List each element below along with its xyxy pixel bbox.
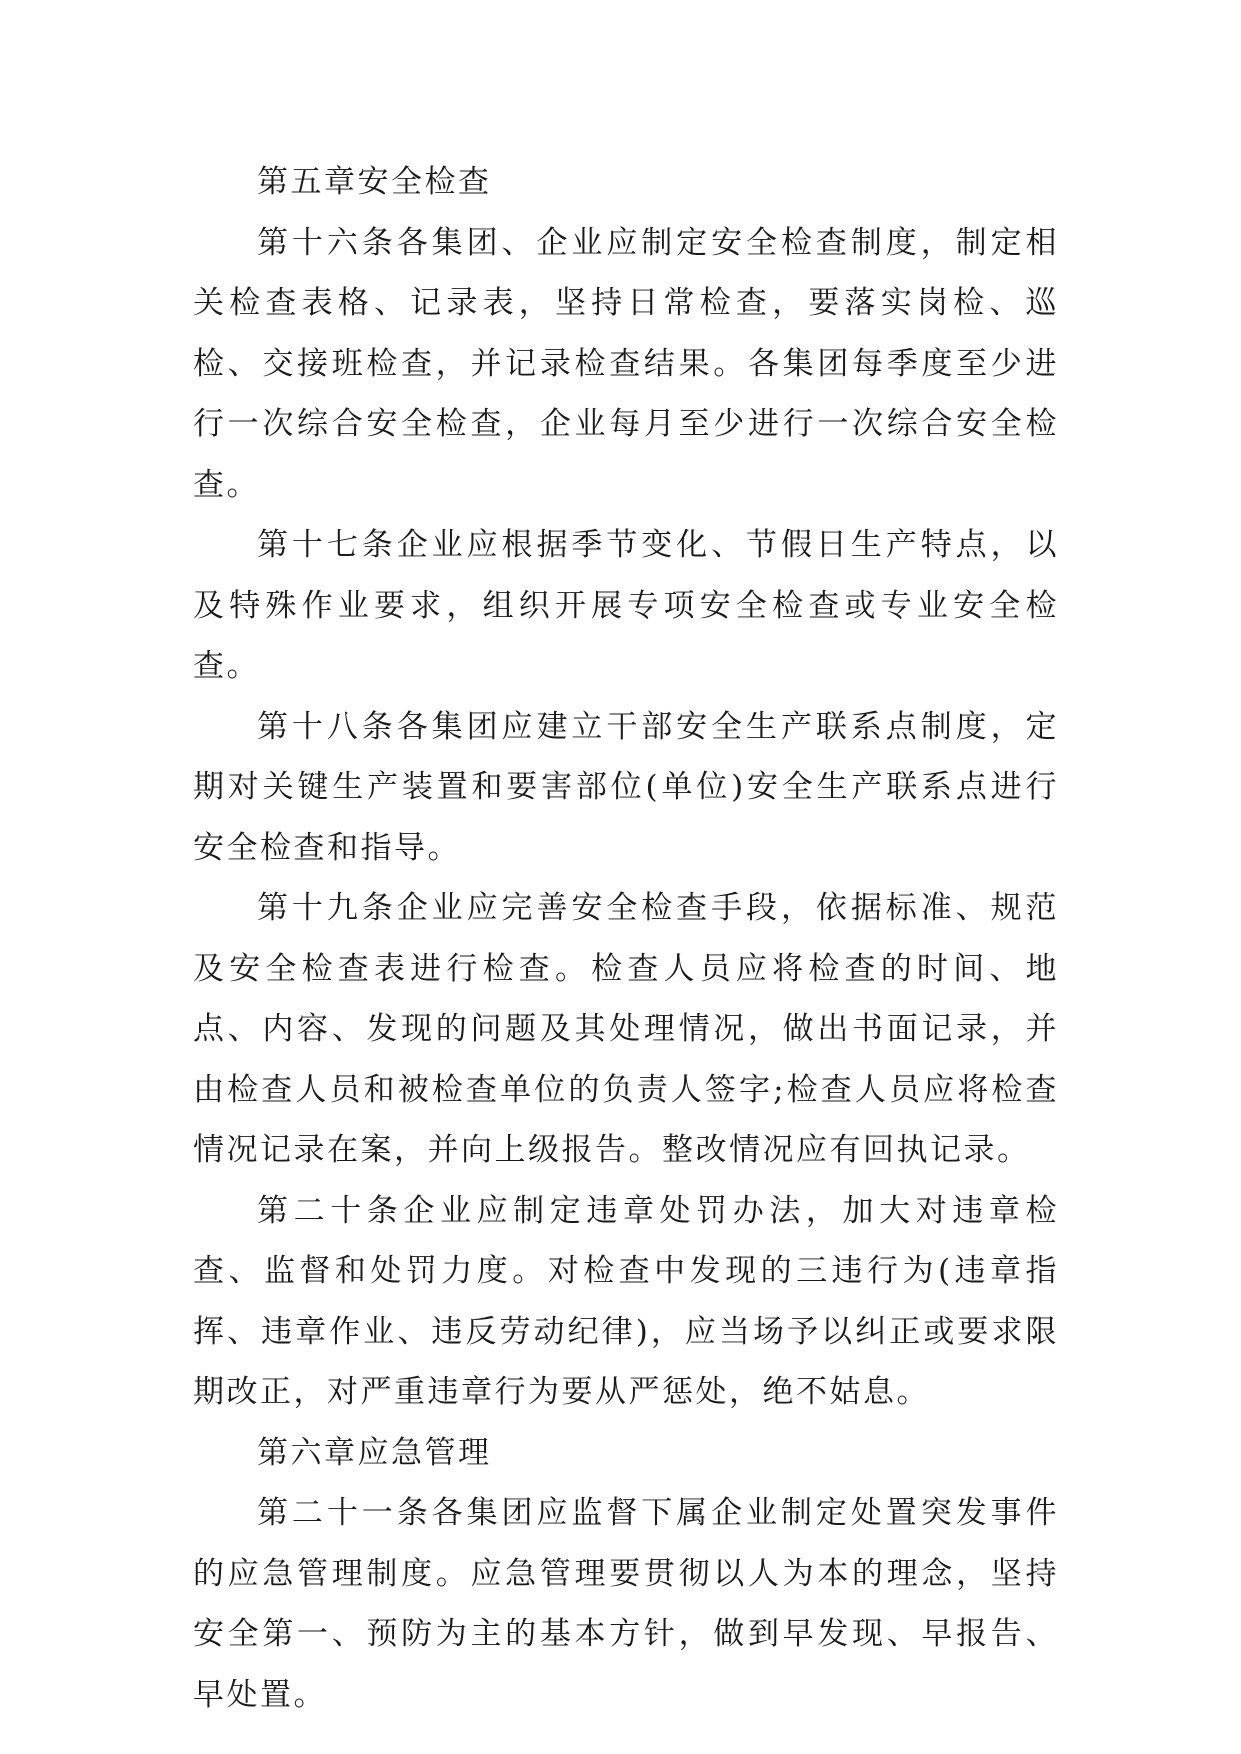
document-body	[193, 152, 1059, 1725]
article-19: 第十九条企业应完善安全检查手段，依据标准、规范及安全检查表进行检查。检查人员应将检查的时间、地点、内容、发现的问题及其处理情况，做出书面记录，并由检查人员和被检查单位的负责人签字;检查人员应将检查情况记录在案，并向上级报告。整改情况应有回执记录。	[193, 890, 1059, 1168]
article-16: 第十六条各集团、企业应制定安全检查制度，制定相关检查表格、记录表，坚持日常检查，要落实岗检、巡检、交接班检查，并记录检查结果。各集团每季度至少进行一次综合安全检查，企业每月至少进行一次综合安全检查。	[193, 224, 1059, 503]
chapter-heading-6: 第六章应急管理	[257, 1434, 492, 1471]
article-18: 第十八条各集团应建立干部安全生产联系点制度，定期对关键生产装置和要害部位(单位)安全生产联系点进行安全检查和指导。	[193, 708, 1059, 866]
article-17: 第十七条企业应根据季节变化、节假日生产特点，以及特殊作业要求，组织开展专项安全检查或专业安全检查。	[193, 527, 1059, 684]
article-21: 第二十一条各集团应监督下属企业制定处置突发事件的应急管理制度。应急管理要贯彻以人为本的理念，坚持安全第一、预防为主的基本方针，做到早发现、早报告、早处置。	[193, 1495, 1059, 1713]
article-20: 第二十条企业应制定违章处罚办法，加大对违章检查、监督和处罚力度。对检查中发现的三违行为(违章指挥、违章作业、违反劳动纪律)，应当场予以纠正或要求限期改正，对严重违章行为要从严惩处，绝不姑息。	[193, 1192, 1059, 1410]
chapter-heading-5: 第五章安全检查	[257, 164, 492, 200]
